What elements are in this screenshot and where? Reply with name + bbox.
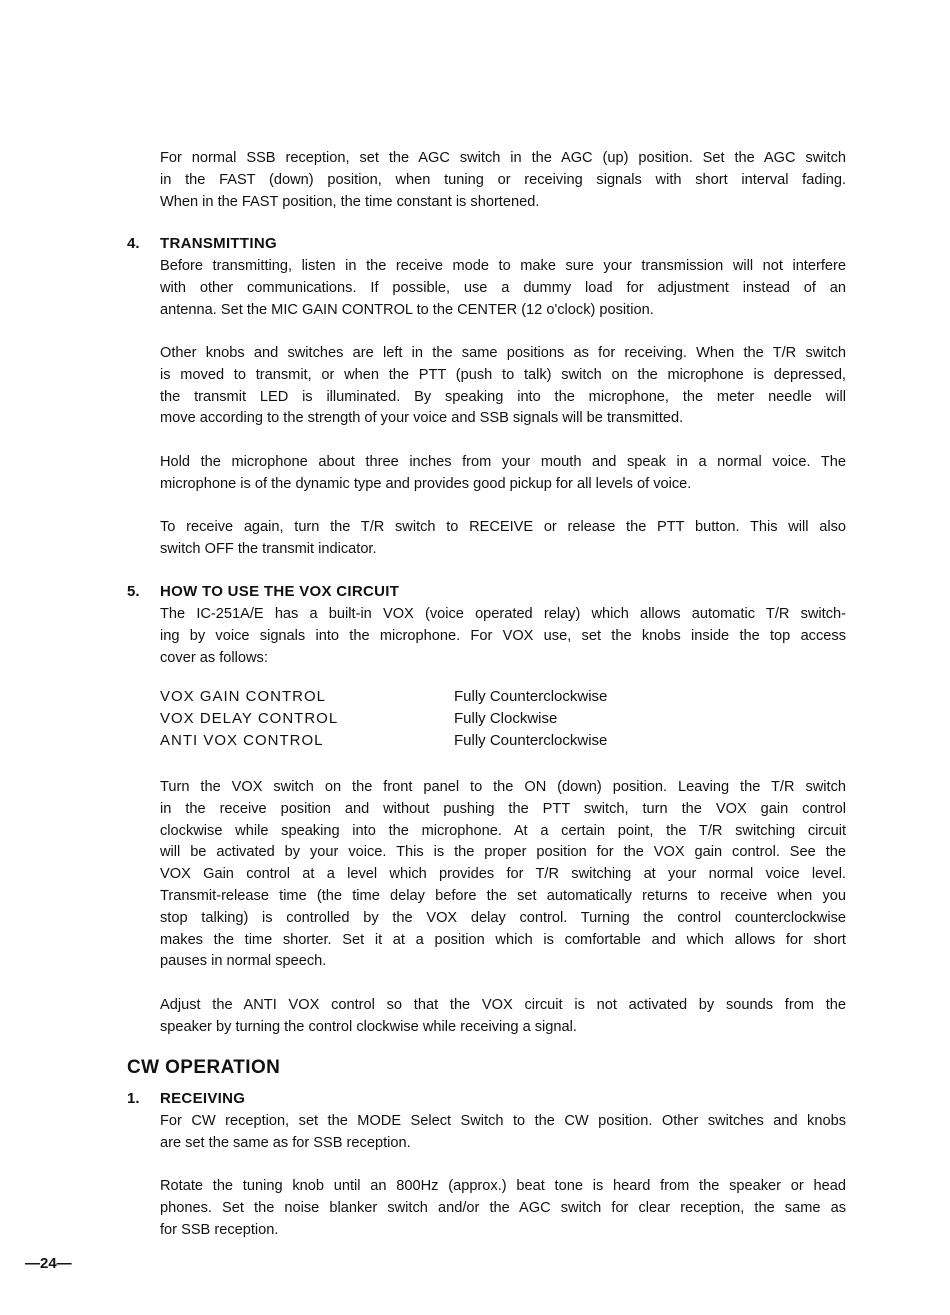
vox-paragraph-2	[160, 777, 846, 973]
text-line: is moved to transmit, or when the PTT (push to talk) switch on the microphone is depressed,	[160, 366, 846, 383]
text-line: with other communications. If possible, use a dummy load for adjustment instead of an	[160, 279, 846, 296]
text-line: pauses in normal speech.	[160, 953, 327, 970]
table-row	[160, 710, 607, 732]
transmitting-paragraph-4	[160, 517, 846, 561]
section-heading-vox: HOW TO USE THE VOX CIRCUIT	[160, 583, 400, 600]
text-line: speaker by turning the control clockwise while receiving a signal.	[160, 1018, 577, 1035]
table-row	[160, 688, 607, 710]
page-number: —24—	[25, 1255, 72, 1272]
text-line: are set the same as for SSB reception.	[160, 1134, 411, 1151]
control-name: ANTI VOX CONTROL	[160, 731, 324, 749]
cw-receiving-paragraph-1	[160, 1111, 846, 1155]
text-line: To receive again, turn the T/R switch to RECEIVE or release the PTT button. This will also	[160, 519, 846, 535]
text-line: stop talking) is controlled by the VOX delay control. Turning the control counterclockwise	[160, 909, 846, 926]
transmitting-paragraph-2	[160, 343, 846, 430]
text-line: Rotate the tuning knob until an 800Hz (approx.) beat tone is heard from the speaker or head	[160, 1178, 846, 1194]
vox-paragraph-3	[160, 995, 846, 1039]
text-line: the transmit LED is illuminated. By speaking into the microphone, the meter needle will	[160, 388, 846, 405]
text-line: When in the FAST position, the time constant is shortened.	[160, 193, 540, 210]
text-line: For CW reception, set the MODE Select Switch to the CW position. Other switches and knobs	[160, 1113, 846, 1129]
vox-settings-table	[160, 688, 607, 753]
text-line: makes the time shorter. Set it at a position which is comfortable and which allows for short	[160, 931, 846, 948]
text-line: The IC-251A/E has a built-in VOX (voice operated relay) which allows automatic T/R switch-	[160, 606, 846, 622]
control-name: VOX DELAY CONTROL	[160, 709, 339, 727]
text-line: cover as follows:	[160, 649, 268, 666]
text-line: for SSB reception.	[160, 1221, 279, 1238]
cw-receiving-paragraph-2	[160, 1176, 846, 1241]
text-line: Transmit-release time (the time delay before the set automatically returns to receive when you	[160, 887, 846, 904]
transmitting-paragraph-3	[160, 452, 846, 496]
text-line: in the FAST (down) position, when tuning or receiving signals with short interval fading.	[160, 171, 846, 188]
section-heading-receiving: RECEIVING	[160, 1090, 246, 1107]
section-number: 1.	[127, 1090, 140, 1107]
text-line: switch OFF the transmit indicator.	[160, 540, 377, 557]
section-number: 4.	[127, 235, 140, 252]
text-line: For normal SSB reception, set the AGC switch in the AGC (up) position. Set the AGC switch	[160, 150, 846, 166]
control-setting: Fully Counterclockwise	[454, 731, 608, 749]
text-line: VOX Gain control at a level which provides for T/R switching at your normal voice level.	[160, 866, 846, 883]
section-heading-transmitting: TRANSMITTING	[160, 235, 277, 252]
text-line: Hold the microphone about three inches from your mouth and speak in a normal voice. The	[160, 454, 846, 470]
section-number: 5.	[127, 583, 140, 600]
text-line: ing by voice signals into the microphone. For VOX use, set the knobs inside the top access	[160, 627, 846, 644]
control-setting: Fully Counterclockwise	[454, 688, 608, 705]
text-line: will be activated by your voice. This is the proper position for the VOX gain control. See the	[160, 844, 846, 861]
text-line: Turn the VOX switch on the front panel to the ON (down) position. Leaving the T/R switch	[160, 779, 846, 795]
text-line: move according to the strength of your voice and SSB signals will be transmitted.	[160, 410, 684, 427]
table-row	[160, 732, 607, 754]
text-line: antenna. Set the MIC GAIN CONTROL to the CENTER (12 o'clock) position.	[160, 301, 654, 318]
control-name: VOX GAIN CONTROL	[160, 688, 327, 705]
text-line: microphone is of the dynamic type and provides good pickup for all levels of voice.	[160, 475, 692, 492]
agc-paragraph	[160, 148, 846, 213]
vox-paragraph-1	[160, 604, 846, 669]
text-line: in the receive position and without pushing the PTT switch, turn the VOX gain control	[160, 800, 846, 817]
text-line: Before transmitting, listen in the receive mode to make sure your transmission will not interfere	[160, 258, 846, 274]
section-heading-cw-operation: CW OPERATION	[127, 1057, 281, 1078]
text-line: clockwise while speaking into the microphone. At a certain point, the T/R switching circuit	[160, 822, 846, 839]
transmitting-paragraph-1	[160, 256, 846, 321]
text-line: Other knobs and switches are left in the same positions as for receiving. When the T/R switch	[160, 345, 846, 361]
text-line: phones. Set the noise blanker switch and/or the AGC switch for clear reception, the same as	[160, 1199, 846, 1216]
control-setting: Fully Clockwise	[454, 709, 558, 727]
text-line: Adjust the ANTI VOX control so that the VOX circuit is not activated by sounds from the	[160, 997, 846, 1013]
